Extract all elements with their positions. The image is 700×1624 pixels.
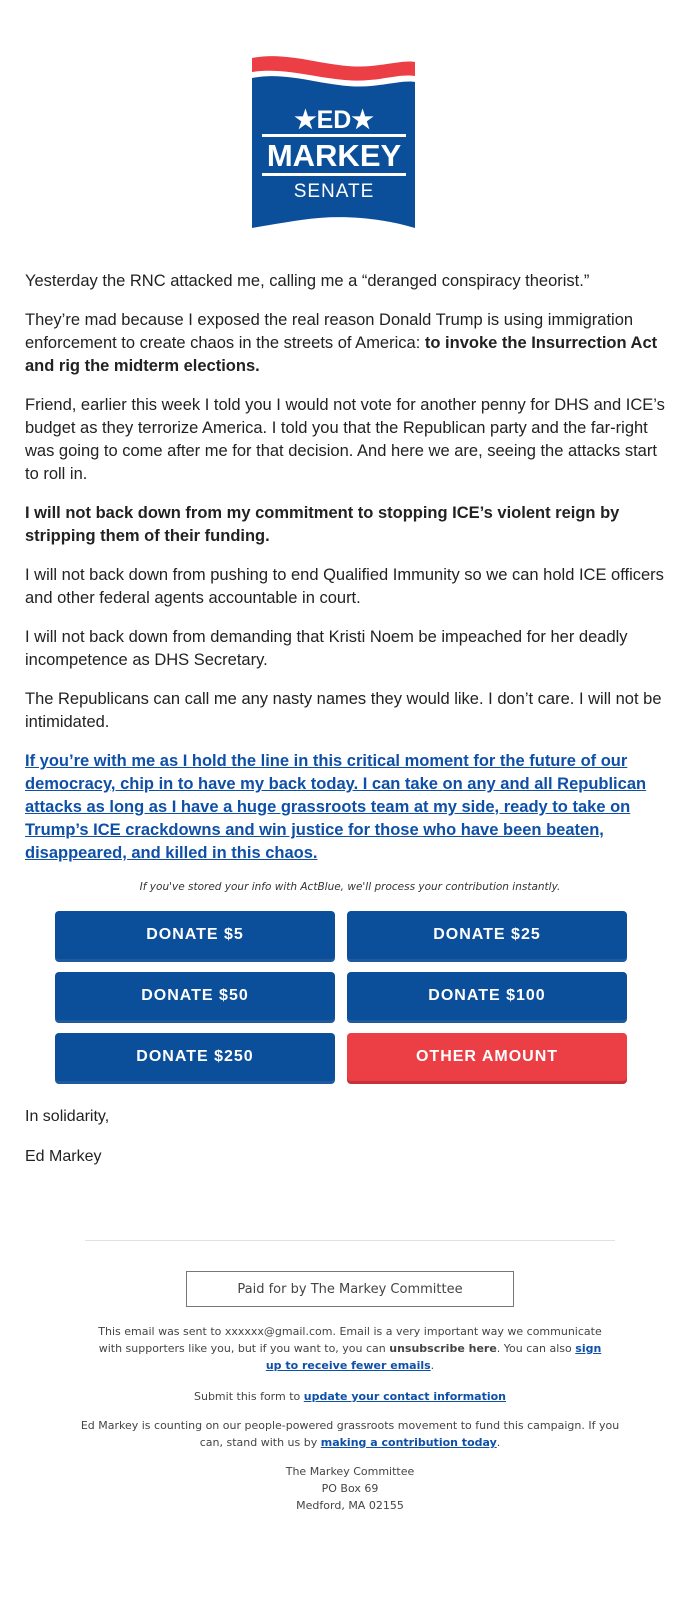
footer-submit-pre: Submit this form to bbox=[193, 1390, 304, 1403]
paragraph-5: I will not back down from pushing to end Qualified Immunity so we can hold ICE officers and other federal agents accountable in court. bbox=[25, 566, 664, 607]
footer-counting-text bbox=[75, 1417, 625, 1451]
footer-email: xxxxxx@gmail.com bbox=[224, 1325, 333, 1338]
footer-sent-pre: This email was sent to bbox=[98, 1325, 225, 1338]
footer-sent-text bbox=[90, 1323, 610, 1374]
signoff-closing: In solidarity, bbox=[25, 1108, 110, 1125]
make-contribution-link[interactable]: making a contribution today bbox=[320, 1436, 497, 1449]
donate-25-button[interactable]: DONATE $25 bbox=[347, 911, 627, 959]
paragraph-2-text: They’re mad because I exposed the real reason Donald Trump is using immigration enforcement to create chaos in the streets of America: bbox=[25, 311, 634, 352]
address-line-3: Medford, MA 02155 bbox=[296, 1499, 404, 1512]
donate-5-button[interactable]: DONATE $5 bbox=[55, 911, 335, 959]
cta-donate-link[interactable]: If you’re with me as I hold the line in this critical moment for the future of our democracy, chip in to have my back today. I can take on any and all Republican attacks as long as I have a huge grassroots team at my side, ready to take on Trump’s ICE crackdowns and win justice for those who have been beaten, disappeared, and killed in this chaos. bbox=[25, 752, 647, 862]
fewer-emails-link[interactable]: sign up to receive fewer emails bbox=[265, 1342, 602, 1372]
logo-rule-top bbox=[262, 134, 406, 137]
donate-buttons bbox=[55, 911, 675, 1081]
actblue-note: If you've stored your info with ActBlue, we'll process your contribution instantly. bbox=[139, 881, 561, 893]
header-logo-area bbox=[0, 0, 700, 270]
footer-divider bbox=[85, 1240, 615, 1241]
unsubscribe-link[interactable]: unsubscribe here bbox=[389, 1342, 497, 1355]
logo-senate-text: SENATE bbox=[293, 181, 375, 202]
donate-250-button[interactable]: DONATE $250 bbox=[55, 1033, 335, 1081]
cta-paragraph bbox=[25, 750, 675, 865]
paragraph-2 bbox=[25, 309, 675, 378]
logo-rule-bottom bbox=[262, 173, 406, 176]
footer-address bbox=[90, 1463, 610, 1514]
footer bbox=[0, 1240, 700, 1514]
paragraph-1: Yesterday the RNC attacked me, calling me a “deranged conspiracy theorist.” bbox=[25, 272, 590, 290]
ed-markey-senate-logo bbox=[251, 54, 417, 232]
footer-sent-mid2: . You can also bbox=[496, 1342, 576, 1355]
address-line-1: The Markey Committee bbox=[285, 1465, 415, 1478]
other-amount-button[interactable]: OTHER AMOUNT bbox=[347, 1033, 627, 1081]
signoff-name: Ed Markey bbox=[25, 1148, 102, 1165]
email-body bbox=[0, 270, 700, 1168]
paragraph-7: The Republicans can call me any nasty names they would like. I don’t care. I will not be intimidated. bbox=[25, 690, 662, 731]
paragraph-4: I will not back down from my commitment to stopping ICE’s violent reign by stripping them of their funding. bbox=[25, 504, 620, 545]
footer-period-2: . bbox=[496, 1436, 501, 1449]
logo-ed-text: ★ED★ bbox=[294, 106, 374, 134]
logo-markey-text: MARKEY bbox=[266, 138, 402, 173]
footer-submit-text bbox=[90, 1388, 610, 1405]
paragraph-2-bold: to invoke the Insurrection Act and rig the midterm elections. bbox=[25, 334, 658, 375]
paragraph-3: Friend, earlier this week I told you I would not vote for another penny for DHS and ICE’s budget as they terrorize America. I told you that the Republican party and the far-right was going to come after me for that decision. And here we are, seeing the attacks start to roll in. bbox=[25, 396, 665, 483]
donate-100-button[interactable]: DONATE $100 bbox=[347, 972, 627, 1020]
update-contact-link[interactable]: update your contact information bbox=[303, 1390, 506, 1403]
footer-count-pre: Ed Markey is counting on our people-powered grassroots movement to fund this campaign. If you can, stand with us by bbox=[80, 1419, 620, 1449]
paragraph-6: I will not back down from demanding that Kristi Noem be impeached for her deadly incompetence as DHS Secretary. bbox=[25, 628, 628, 669]
donate-50-button[interactable]: DONATE $50 bbox=[55, 972, 335, 1020]
footer-period: . bbox=[430, 1359, 435, 1372]
paid-for-box: Paid for by The Markey Committee bbox=[186, 1271, 514, 1307]
address-line-2: PO Box 69 bbox=[321, 1482, 379, 1495]
footer-sent-mid: . Email is a very important way we communicate with supporters like you, but if you want to, you can bbox=[98, 1325, 602, 1355]
